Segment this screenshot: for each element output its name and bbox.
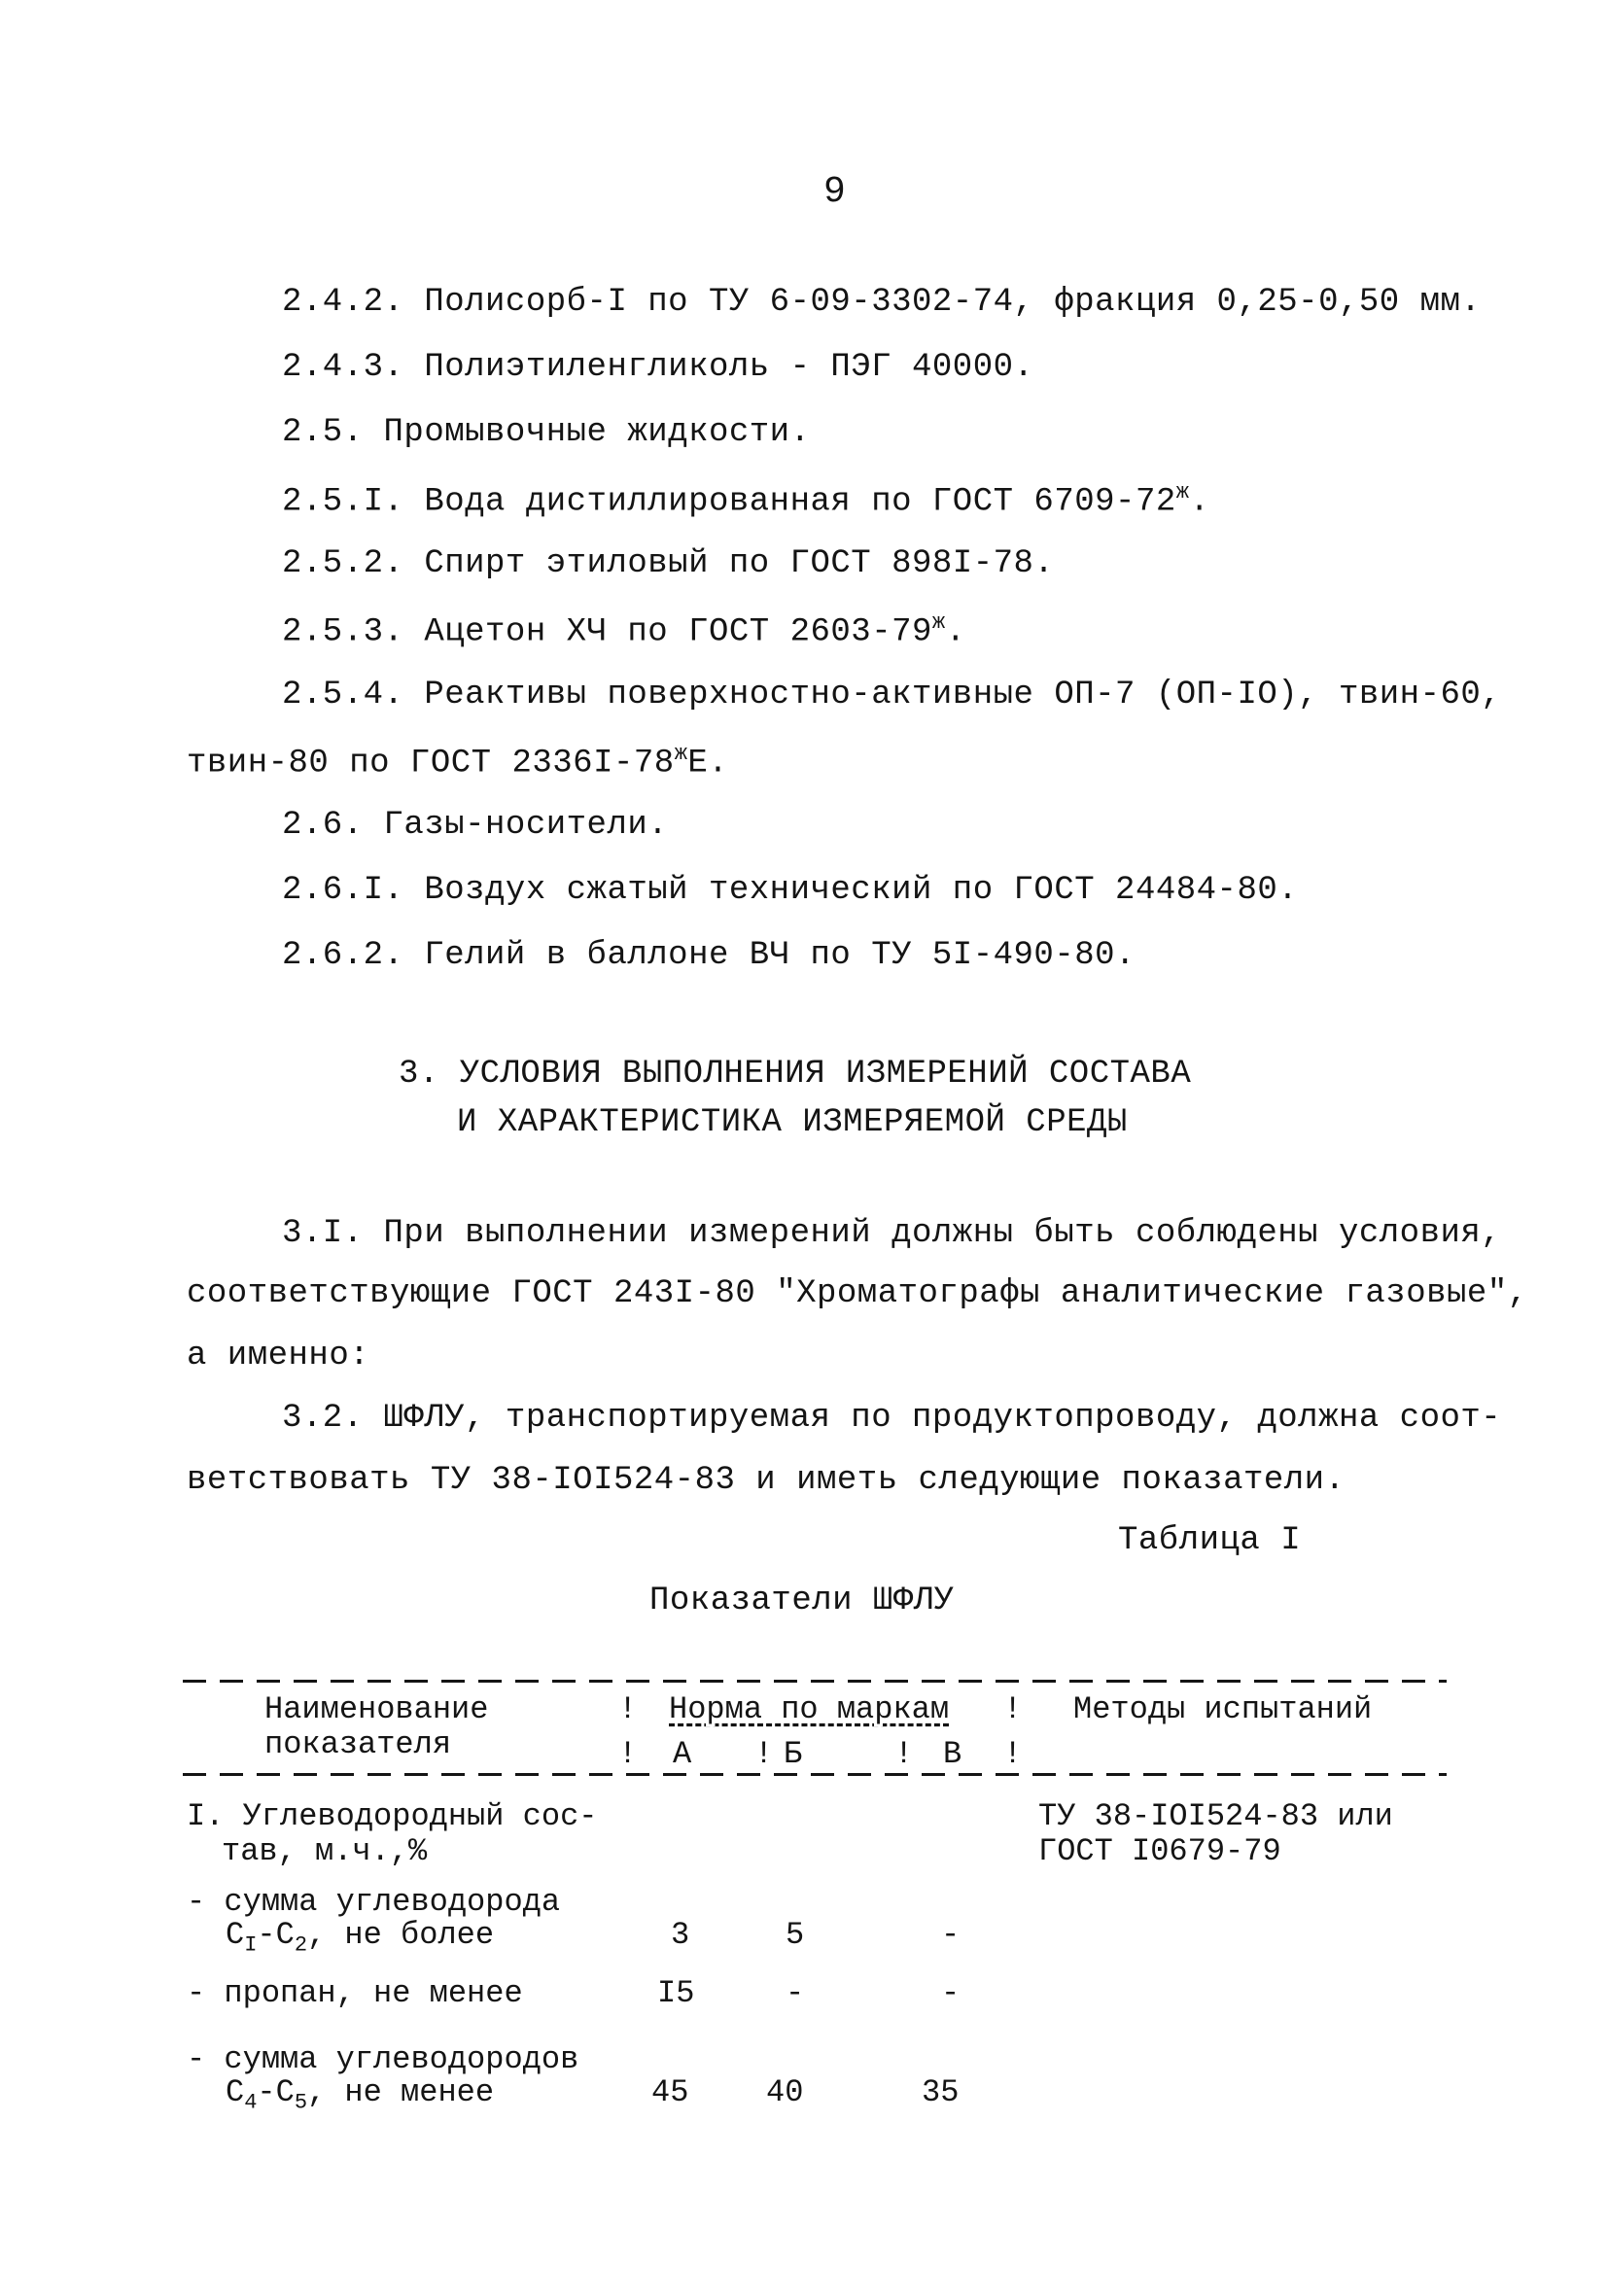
footnote-mark: ж [931, 610, 946, 635]
line-2-5-3-text: 2.5.3. Ацетон ХЧ по ГОСТ 2603-79 [282, 613, 932, 651]
row-4-grade-v: 35 [922, 2074, 960, 2110]
carbon-symbol: С [226, 2074, 245, 2110]
table-top-rule [183, 1680, 1447, 1683]
header-sep: ! [618, 1736, 638, 1772]
section-heading-line-1: 3. УСЛОВИЯ ВЫПОЛНЕНИЯ ИЗМЕРЕНИЙ СОСТАВА [399, 1056, 1192, 1093]
para-3-1-line-3: а именно: [187, 1338, 370, 1374]
section-heading-line-2: И ХАРАКТЕРИСТИКА ИЗМЕРЯЕМОЙ СРЕДЫ [457, 1104, 1128, 1141]
line-2-6-1: 2.6.I. Воздух сжатый технический по ГОСТ 24484-80. [282, 872, 1299, 909]
header-grade-b: Б [784, 1736, 803, 1772]
row-2-grade-a: 3 [671, 1917, 690, 1953]
para-3-1-line-1: 3.I. При выполнении измерений должны быть соблюдены условия, [282, 1215, 1502, 1252]
row-4-grade-a: 45 [651, 2074, 689, 2110]
row-2-grade-b: 5 [786, 1917, 805, 1953]
para-3-2-line-2: ветствовать ТУ 38-IOI524-83 и иметь следующие показатели. [187, 1462, 1346, 1499]
row-3-grade-v: - [941, 1975, 961, 2011]
row-3-name: - пропан, не менее [187, 1975, 523, 2011]
table-label: Таблица I [1118, 1522, 1302, 1559]
line-2-5-1-text: 2.5.I. Вода дистиллированная по ГОСТ 6709-72 [282, 483, 1176, 521]
row-2-grade-v: - [941, 1917, 961, 1953]
line-2-5-4: 2.5.4. Реактивы поверхностно-активные ОП-7 (ОП-IO), твин-60, [282, 677, 1502, 713]
carbon-symbol: С [226, 1917, 245, 1953]
row-2-name-line-1: - сумма углеводорода [187, 1884, 561, 1920]
carbon-index: I [244, 1932, 258, 1958]
row-2-name-line-2 [226, 1917, 494, 1957]
row-1-method-line-2: ГОСТ I0679-79 [1038, 1833, 1281, 1869]
row-3-grade-b: - [786, 1975, 805, 2011]
line-2-5-3 [282, 610, 966, 650]
row-4-name-line-2 [226, 2074, 494, 2114]
header-name-line-1: Наименование [264, 1691, 489, 1727]
row-1-method-line-1: ТУ 38-IOI524-83 или [1038, 1798, 1393, 1834]
table-title: Показатели ШФЛУ [649, 1583, 955, 1619]
table-header-rule [183, 1773, 1447, 1776]
carbon-symbol: -С [257, 1917, 295, 1953]
line-2-5-2: 2.5.2. Спирт этиловый по ГОСТ 898I-78. [282, 545, 1055, 582]
header-grade-v: В [943, 1736, 962, 1772]
header-name-line-2: показателя [264, 1726, 452, 1762]
row-2-condition: , не более [307, 1917, 495, 1953]
row-1-name-line-1: I. Углеводородный сос- [187, 1798, 598, 1834]
page-number: 9 [823, 171, 847, 213]
line-2-5-4-cont [187, 742, 728, 782]
carbon-index: 2 [294, 1932, 308, 1958]
header-sep: ! [1003, 1736, 1023, 1772]
line-2-5-1 [282, 480, 1209, 520]
line-end: . [1189, 483, 1210, 521]
para-3-2-line-1: 3.2. ШФЛУ, транспортируемая по продуктопроводу, должна соот- [282, 1400, 1502, 1437]
row-1-name-line-2: тав, м.ч.,% [222, 1833, 428, 1869]
row-4-condition: , не менее [307, 2074, 495, 2110]
carbon-index: 5 [294, 2090, 308, 2115]
footnote-mark: ж [674, 742, 688, 766]
row-4-grade-b: 40 [766, 2074, 804, 2110]
line-2-6-2: 2.6.2. Гелий в баллоне ВЧ по ТУ 5I-490-80. [282, 937, 1136, 974]
line-end: Е. [687, 745, 729, 783]
row-4-name-line-1: - сумма углеводородов [187, 2041, 579, 2077]
carbon-symbol: -С [257, 2074, 295, 2110]
line-end: . [945, 613, 966, 651]
line-2-4-2: 2.4.2. Полисорб-I по ТУ 6-09-3302-74, фракция 0,25-0,50 мм. [282, 284, 1482, 321]
row-3-grade-a: I5 [657, 1975, 695, 2011]
header-methods: Методы испытаний [1073, 1691, 1373, 1727]
header-sep: ! [1003, 1691, 1023, 1727]
header-grade-a: А [673, 1736, 692, 1772]
para-3-1-line-2: соответствующие ГОСТ 243I-80 "Хроматографы аналитические газовые", [187, 1275, 1528, 1312]
line-2-5-4-cont-text: твин-80 по ГОСТ 2336I-78 [187, 745, 675, 783]
header-sep: ! [618, 1691, 638, 1727]
header-norm: Норма по маркам [669, 1691, 950, 1727]
header-sep: ! [894, 1736, 914, 1772]
carbon-index: 4 [244, 2090, 258, 2115]
line-2-5: 2.5. Промывочные жидкости. [282, 414, 811, 451]
line-2-6: 2.6. Газы-носители. [282, 807, 669, 844]
header-sep: ! [754, 1736, 774, 1772]
footnote-mark: ж [1175, 480, 1190, 504]
line-2-4-3: 2.4.3. Полиэтиленгликоль - ПЭГ 40000. [282, 349, 1034, 386]
